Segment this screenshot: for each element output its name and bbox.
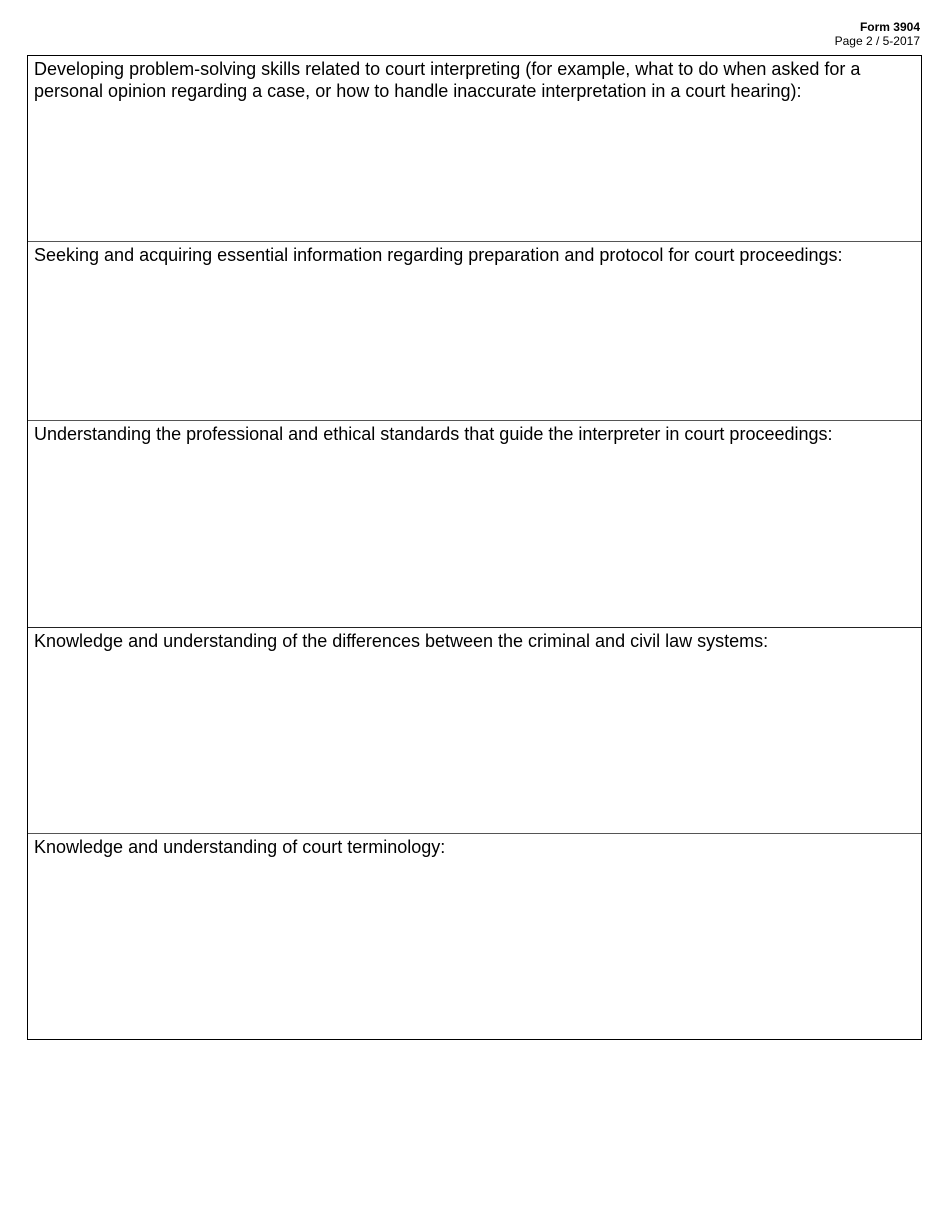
section-prompt: Understanding the professional and ethical standards that guide the interpreter in court proceedings: — [34, 424, 833, 444]
answer-field-problem-solving[interactable] — [34, 112, 915, 235]
form-table — [27, 55, 922, 1040]
section-court-terminology — [28, 833, 921, 1039]
section-preparation-protocol — [28, 241, 921, 420]
form-number: Form 3904 — [859, 20, 920, 34]
answer-field-criminal-civil-law[interactable] — [34, 658, 915, 827]
answer-field-court-terminology[interactable] — [34, 864, 915, 1033]
page-info: Page 2 / 5-2017 — [834, 34, 920, 48]
section-prompt: Knowledge and understanding of the differences between the criminal and civil law systems: — [34, 631, 769, 651]
answer-field-ethical-standards[interactable] — [34, 451, 915, 621]
answer-field-preparation-protocol[interactable] — [34, 272, 915, 414]
section-prompt: Knowledge and understanding of court terminology: — [34, 837, 446, 857]
section-prompt: Developing problem-solving skills related to court interpreting (for example, what to do when asked for a personal opinion regarding a case, or how to handle inaccurate interpretation in a court hearing): — [34, 59, 861, 101]
section-ethical-standards — [28, 420, 921, 627]
section-prompt: Seeking and acquiring essential information regarding preparation and protocol for court proceedings: — [34, 245, 843, 265]
section-criminal-civil-law — [28, 627, 921, 833]
section-problem-solving — [28, 56, 921, 241]
form-header — [835, 20, 920, 48]
